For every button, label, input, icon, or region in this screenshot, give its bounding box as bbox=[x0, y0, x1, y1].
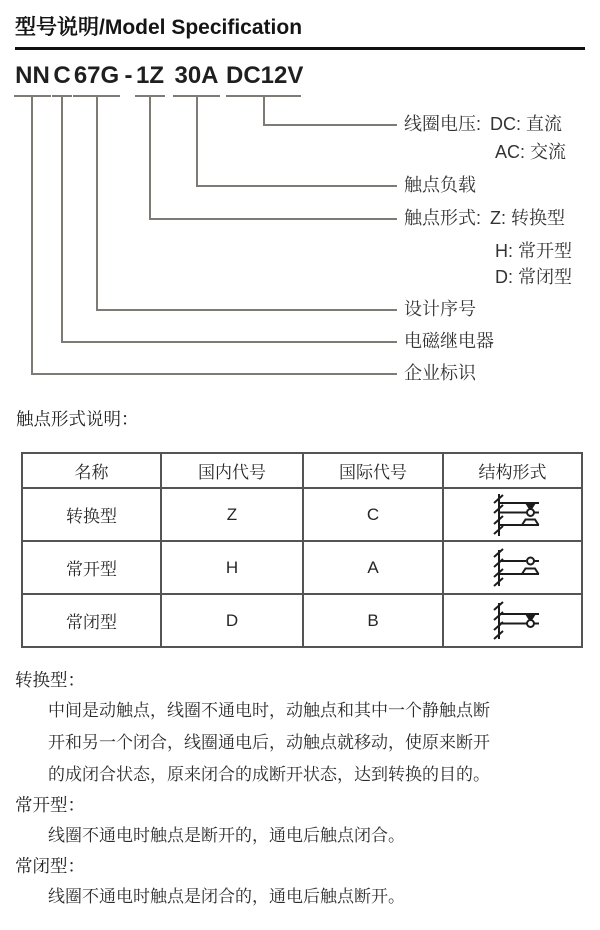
description-term: 转换型： bbox=[15, 670, 85, 690]
col-header-international: 国际代号 bbox=[303, 453, 443, 488]
contact-form-option-z: Z: 转换型 bbox=[490, 208, 566, 228]
contact-form-descriptions bbox=[15, 666, 593, 913]
page-title: 型号说明/Model Specification bbox=[15, 16, 303, 39]
relay-type-label: 电磁继电器 bbox=[404, 331, 494, 351]
cell-domestic: Z bbox=[161, 488, 303, 541]
description-line: 开和另一个闭合，线圈通电后，动触点就移动，使原来断开 bbox=[48, 733, 490, 752]
description-line: 线圈不通电时触点是闭合的，通电后触点断开。 bbox=[48, 887, 405, 906]
connector-line bbox=[61, 341, 397, 343]
coil-voltage-option-dc: DC: 直流 bbox=[490, 114, 563, 134]
changeover-contact-symbol bbox=[485, 492, 541, 538]
connector-line bbox=[196, 185, 397, 187]
cell-name: 转换型 bbox=[22, 488, 161, 541]
description-term: 常开型： bbox=[15, 795, 85, 815]
brand-label: 企业标识 bbox=[404, 363, 476, 383]
connector-line bbox=[263, 124, 397, 126]
table-row bbox=[22, 541, 582, 594]
cell-structure bbox=[443, 488, 582, 541]
cell-international: B bbox=[303, 594, 443, 647]
col-header-name: 名称 bbox=[22, 453, 161, 488]
connector-line bbox=[96, 309, 397, 311]
model-segment-voltage: DC12V bbox=[226, 61, 301, 97]
contact-form-option-h: H: 常开型 bbox=[495, 241, 573, 261]
model-segment-load: 30A bbox=[173, 61, 220, 97]
connector-line bbox=[31, 97, 33, 375]
model-segment-relay: C bbox=[52, 61, 72, 97]
model-segment-serial: 67G bbox=[73, 61, 120, 97]
model-segment-brand: NN bbox=[14, 61, 51, 97]
connector-line bbox=[196, 97, 198, 187]
table-row bbox=[22, 488, 582, 541]
col-header-domestic: 国内代号 bbox=[161, 453, 303, 488]
cell-structure bbox=[443, 541, 582, 594]
contact-form-table bbox=[21, 452, 583, 648]
contact-load-label: 触点负载 bbox=[404, 175, 476, 195]
model-segment-contact-form: 1Z bbox=[135, 61, 165, 97]
connector-line bbox=[61, 97, 63, 343]
connector-line bbox=[96, 97, 98, 311]
cell-international: C bbox=[303, 488, 443, 541]
description-line: 线圈不通电时触点是断开的，通电后触点闭合。 bbox=[48, 826, 405, 845]
contact-form-section-heading: 触点形式说明： bbox=[16, 409, 139, 429]
table-header-row bbox=[22, 453, 582, 488]
cell-domestic: H bbox=[161, 541, 303, 594]
connector-line bbox=[149, 97, 151, 220]
description-line: 的成闭合状态，原来闭合的成断开状态，达到转换的目的。 bbox=[48, 765, 490, 784]
normally-open-contact-symbol bbox=[485, 548, 541, 588]
cell-name: 常开型 bbox=[22, 541, 161, 594]
contact-form-option-d: D: 常闭型 bbox=[495, 267, 573, 287]
cell-international: A bbox=[303, 541, 443, 594]
cell-domestic: D bbox=[161, 594, 303, 647]
contact-form-label bbox=[404, 207, 565, 229]
connector-line bbox=[31, 373, 397, 375]
normally-closed-contact-symbol bbox=[485, 601, 541, 641]
col-header-structure: 结构形式 bbox=[443, 453, 582, 488]
design-serial-label: 设计序号 bbox=[404, 299, 476, 319]
cell-name: 常闭型 bbox=[22, 594, 161, 647]
connector-line bbox=[263, 97, 265, 126]
cell-structure bbox=[443, 594, 582, 647]
description-line: 中间是动触点，线圈不通电时，动触点和其中一个静触点断 bbox=[48, 701, 490, 720]
description-term: 常闭型： bbox=[15, 856, 85, 876]
coil-voltage-title: 线圈电压: bbox=[404, 114, 482, 134]
connector-line bbox=[149, 218, 397, 220]
coil-voltage-label bbox=[404, 113, 562, 135]
coil-voltage-option-ac: AC: 交流 bbox=[495, 142, 567, 162]
table-row bbox=[22, 594, 582, 647]
model-segment-dash: - bbox=[124, 62, 133, 89]
contact-form-title: 触点形式: bbox=[404, 208, 482, 228]
title-underline bbox=[15, 47, 585, 50]
